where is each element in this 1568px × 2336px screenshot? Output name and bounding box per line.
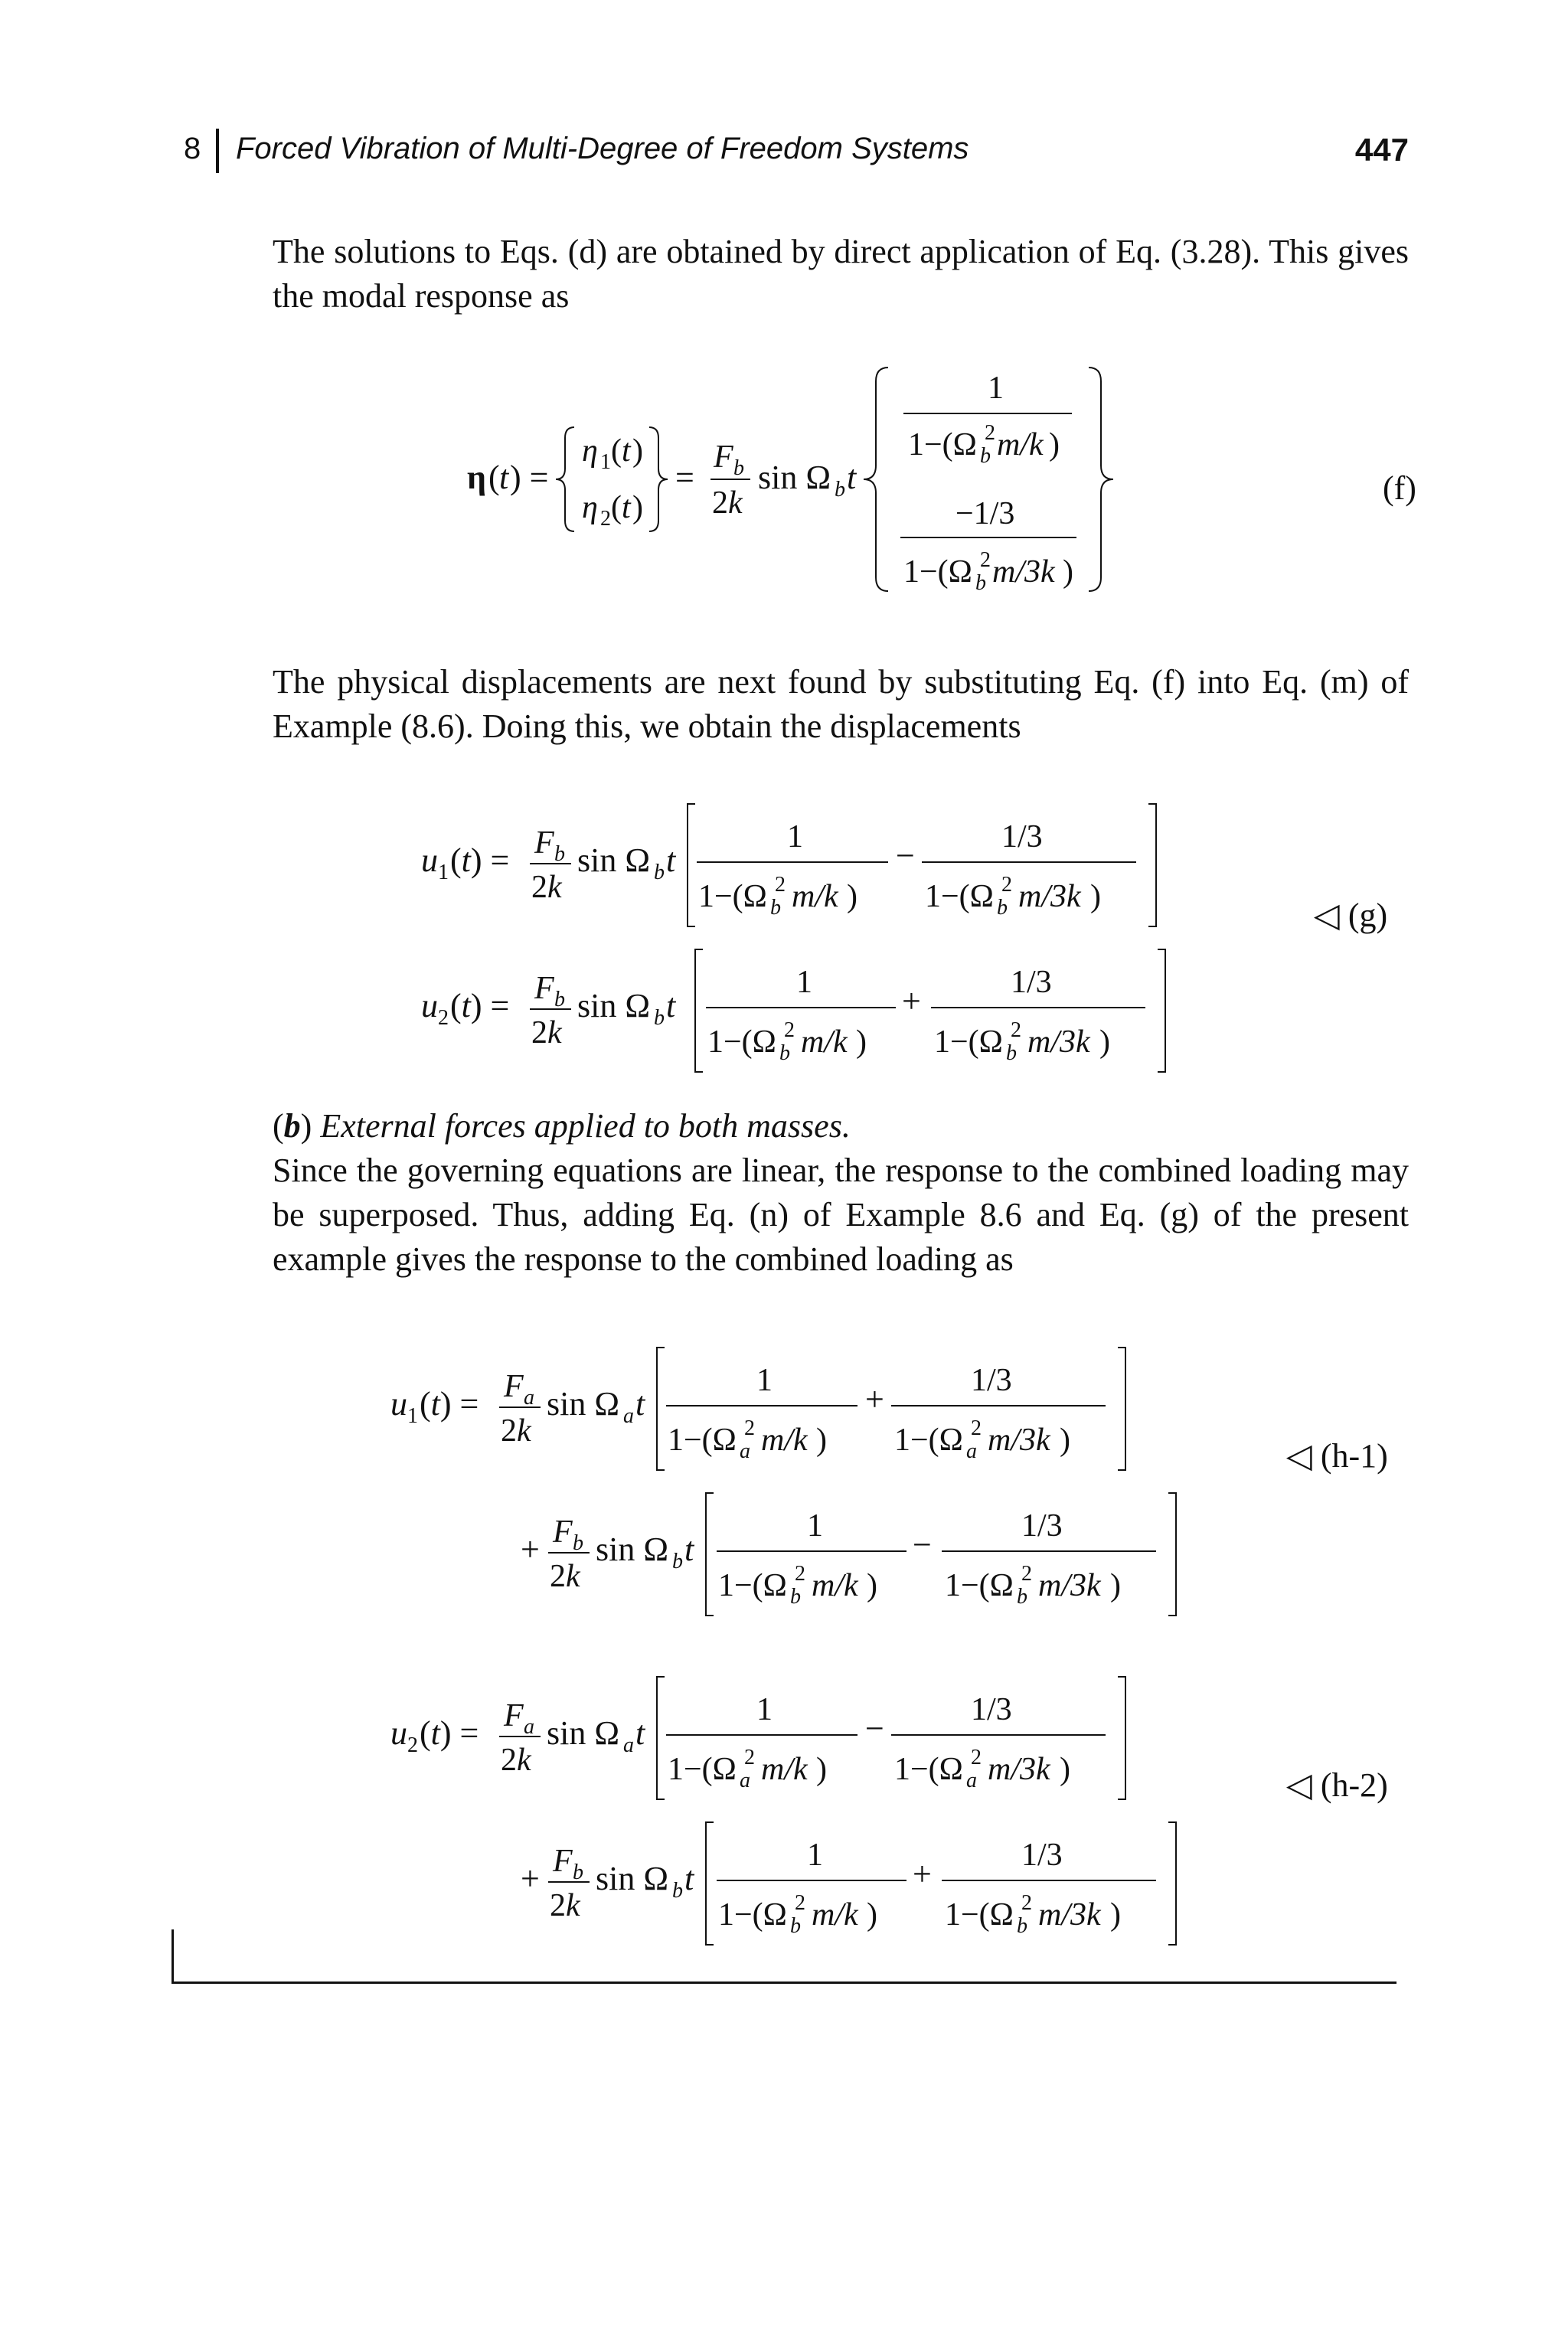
svg-text:t: t bbox=[666, 987, 676, 1024]
section-heading-text: External forces applied to both masses. bbox=[320, 1107, 851, 1145]
svg-text:a: a bbox=[623, 1733, 634, 1757]
svg-text:1−(Ω: 1−(Ω bbox=[668, 1752, 737, 1787]
svg-text:+: + bbox=[913, 1855, 932, 1893]
svg-text:): ) bbox=[632, 490, 643, 525]
svg-text:1: 1 bbox=[807, 1508, 823, 1544]
svg-text:): ) bbox=[1063, 554, 1073, 590]
equation-number-h1: ◁ (h-1) bbox=[1286, 1437, 1388, 1475]
svg-text:b: b bbox=[554, 842, 565, 866]
equation-f bbox=[459, 360, 1148, 605]
svg-text:m/3k: m/3k bbox=[1038, 1568, 1101, 1603]
svg-text:m/k: m/k bbox=[997, 427, 1044, 462]
svg-text:t: t bbox=[635, 1714, 645, 1752]
svg-text:2: 2 bbox=[784, 1018, 795, 1042]
svg-text:F: F bbox=[534, 971, 554, 1006]
svg-text:m/k: m/k bbox=[801, 1024, 848, 1060]
svg-text:b: b bbox=[980, 444, 991, 468]
svg-text:): ) bbox=[816, 1423, 827, 1458]
svg-text:a: a bbox=[623, 1404, 634, 1428]
svg-text:1: 1 bbox=[756, 1692, 773, 1727]
svg-text:m/k: m/k bbox=[761, 1752, 808, 1787]
svg-text:b: b bbox=[654, 861, 665, 884]
section-heading-b: (b) External forces applied to both masses. bbox=[273, 1107, 851, 1145]
svg-text:) =: ) = bbox=[510, 459, 549, 496]
svg-text:sin Ω: sin Ω bbox=[596, 1860, 669, 1897]
svg-text:b: b bbox=[1017, 1914, 1027, 1938]
svg-text:t: t bbox=[635, 1385, 645, 1423]
svg-text:η: η bbox=[582, 490, 598, 525]
svg-text:2k: 2k bbox=[550, 1888, 580, 1923]
paragraph-physical-displacements: The physical displacements are next found by substituting Eq. (f) into Eq. (m) of Example (8.6). Doing this, we obtain the displacements bbox=[273, 663, 1409, 745]
svg-text:2: 2 bbox=[985, 421, 995, 445]
chapter-title: Forced Vibration of Multi-Degree of Freedom Systems bbox=[236, 132, 969, 165]
svg-text:): ) bbox=[1110, 1897, 1121, 1933]
svg-text:1−(Ω: 1−(Ω bbox=[903, 554, 972, 590]
svg-text:1−(Ω: 1−(Ω bbox=[945, 1568, 1014, 1603]
svg-text:1: 1 bbox=[756, 1363, 773, 1398]
equation-number-f: (f) bbox=[1383, 469, 1416, 507]
svg-text:2: 2 bbox=[407, 1733, 418, 1757]
svg-text:): ) bbox=[867, 1897, 877, 1933]
svg-text:sin Ω: sin Ω bbox=[577, 987, 651, 1024]
svg-text:): ) bbox=[1060, 1752, 1070, 1787]
svg-text:u: u bbox=[421, 987, 438, 1024]
svg-text:): ) bbox=[867, 1568, 877, 1603]
svg-text:b: b bbox=[1017, 1585, 1027, 1609]
svg-text:2k: 2k bbox=[501, 1413, 531, 1449]
equation-h1 bbox=[383, 1325, 1210, 1631]
svg-text:F: F bbox=[504, 1369, 524, 1404]
svg-text:): ) bbox=[816, 1752, 827, 1787]
svg-text:m/3k: m/3k bbox=[992, 554, 1055, 590]
svg-text:b: b bbox=[654, 1006, 665, 1030]
svg-text:1−(Ω: 1−(Ω bbox=[945, 1897, 1014, 1933]
chapter-number: 8 bbox=[184, 132, 201, 165]
svg-text:2k: 2k bbox=[531, 1015, 562, 1050]
svg-text:b: b bbox=[790, 1585, 801, 1609]
svg-text:b: b bbox=[554, 988, 565, 1011]
svg-text:m/3k: m/3k bbox=[1038, 1897, 1101, 1933]
svg-text:b: b bbox=[997, 896, 1008, 920]
svg-text:a: a bbox=[524, 1386, 534, 1410]
svg-text:F: F bbox=[534, 825, 554, 861]
svg-text:): ) bbox=[632, 433, 643, 469]
svg-text:t: t bbox=[666, 841, 676, 879]
svg-text:): ) bbox=[1090, 879, 1101, 914]
svg-text:b: b bbox=[573, 1531, 583, 1555]
svg-text:sin Ω: sin Ω bbox=[577, 841, 651, 879]
svg-text:F: F bbox=[504, 1698, 524, 1733]
svg-text:t: t bbox=[499, 459, 509, 496]
svg-text:2: 2 bbox=[744, 1416, 755, 1440]
svg-text:2k: 2k bbox=[531, 870, 562, 905]
svg-text:2k: 2k bbox=[712, 485, 743, 521]
svg-text:): ) bbox=[1099, 1024, 1110, 1060]
svg-text:b: b bbox=[790, 1914, 801, 1938]
svg-text:1−(Ω: 1−(Ω bbox=[934, 1024, 1003, 1060]
svg-text:b: b bbox=[672, 1879, 683, 1903]
svg-text:1/3: 1/3 bbox=[1021, 1838, 1063, 1873]
equation-h2 bbox=[383, 1654, 1210, 1960]
svg-text:−: − bbox=[913, 1526, 932, 1563]
svg-text:sin Ω: sin Ω bbox=[596, 1531, 669, 1568]
svg-text:(t) =: (t) = bbox=[420, 1385, 479, 1423]
svg-text:+: + bbox=[902, 982, 921, 1020]
svg-text:2: 2 bbox=[600, 507, 611, 531]
svg-text:2: 2 bbox=[1021, 1562, 1032, 1586]
svg-text:η: η bbox=[582, 433, 598, 469]
svg-text:1−(Ω: 1−(Ω bbox=[718, 1897, 787, 1933]
page-number: 447 bbox=[1354, 132, 1409, 168]
svg-text:2k: 2k bbox=[501, 1743, 531, 1778]
svg-text:2: 2 bbox=[744, 1746, 755, 1769]
example-end-rule-vertical bbox=[172, 1929, 174, 1983]
svg-text:1−(Ω: 1−(Ω bbox=[894, 1752, 963, 1787]
svg-text:−: − bbox=[865, 1710, 884, 1747]
svg-text:F: F bbox=[553, 1514, 573, 1550]
svg-text:): ) bbox=[1110, 1568, 1121, 1603]
svg-text:m/k: m/k bbox=[761, 1423, 808, 1458]
svg-text:sin Ω: sin Ω bbox=[758, 459, 831, 496]
svg-text:b: b bbox=[1006, 1041, 1017, 1065]
svg-text:b: b bbox=[672, 1550, 683, 1573]
svg-text:u: u bbox=[390, 1385, 407, 1423]
svg-text:1−(Ω: 1−(Ω bbox=[894, 1423, 963, 1458]
svg-text:t: t bbox=[684, 1860, 694, 1897]
svg-text:(t) =: (t) = bbox=[450, 841, 510, 879]
svg-text:a: a bbox=[740, 1769, 750, 1792]
svg-text:a: a bbox=[966, 1439, 977, 1463]
svg-text:F: F bbox=[553, 1844, 573, 1879]
svg-text:1−(Ω: 1−(Ω bbox=[718, 1568, 787, 1603]
svg-text:1/3: 1/3 bbox=[1021, 1508, 1063, 1544]
svg-text:2: 2 bbox=[1001, 873, 1012, 897]
svg-text:+: + bbox=[521, 1860, 540, 1897]
svg-text:+: + bbox=[521, 1531, 540, 1568]
svg-text:u: u bbox=[390, 1714, 407, 1752]
svg-text:): ) bbox=[847, 879, 858, 914]
svg-text:1/3: 1/3 bbox=[1011, 965, 1052, 1000]
svg-text:t: t bbox=[622, 433, 631, 469]
svg-text:η: η bbox=[467, 459, 486, 496]
svg-text:t: t bbox=[847, 459, 857, 496]
svg-text:−: − bbox=[896, 837, 915, 874]
svg-text:+: + bbox=[865, 1380, 884, 1418]
header-divider bbox=[216, 129, 219, 173]
svg-text:t: t bbox=[684, 1531, 694, 1568]
svg-text:m/3k: m/3k bbox=[1018, 879, 1081, 914]
svg-text:1−(Ω: 1−(Ω bbox=[668, 1423, 737, 1458]
svg-text:t: t bbox=[622, 490, 631, 525]
svg-text:2: 2 bbox=[980, 548, 991, 572]
svg-text:1: 1 bbox=[407, 1404, 418, 1428]
svg-text:2: 2 bbox=[438, 1006, 449, 1030]
equation-number-g: ◁ (g) bbox=[1314, 897, 1388, 934]
svg-text:(: ( bbox=[611, 433, 622, 469]
svg-text:1/3: 1/3 bbox=[971, 1692, 1012, 1727]
svg-text:1: 1 bbox=[796, 965, 812, 1000]
svg-text:1: 1 bbox=[787, 819, 803, 854]
svg-text:1−(Ω: 1−(Ω bbox=[698, 879, 767, 914]
paragraph-superposition: Since the governing equations are linear, the response to the combined loading may be superposed. Thus, adding Eq. (n) of Example 8.6 and Eq. (g) of the present example gives the response to the combined loading as bbox=[273, 1152, 1409, 1278]
svg-text:1/3: 1/3 bbox=[971, 1363, 1012, 1398]
svg-text:(t) =: (t) = bbox=[420, 1714, 479, 1752]
svg-text:2: 2 bbox=[971, 1416, 982, 1440]
svg-text:2: 2 bbox=[1011, 1018, 1021, 1042]
svg-text:2: 2 bbox=[775, 873, 786, 897]
section-label: b bbox=[283, 1107, 301, 1145]
svg-text:sin Ω: sin Ω bbox=[547, 1714, 620, 1752]
svg-text:): ) bbox=[856, 1024, 867, 1060]
svg-text:m/3k: m/3k bbox=[988, 1423, 1050, 1458]
equation-g bbox=[413, 781, 1194, 1087]
svg-text:a: a bbox=[524, 1715, 534, 1739]
svg-text:1−(Ω: 1−(Ω bbox=[707, 1024, 776, 1060]
svg-text:b: b bbox=[770, 896, 781, 920]
svg-text:1−(Ω: 1−(Ω bbox=[908, 427, 977, 462]
svg-text:b: b bbox=[779, 1041, 790, 1065]
svg-text:1: 1 bbox=[600, 450, 611, 474]
svg-text:2k: 2k bbox=[550, 1559, 580, 1594]
svg-text:): ) bbox=[1049, 427, 1060, 462]
svg-text:m/3k: m/3k bbox=[1027, 1024, 1090, 1060]
svg-text:): ) bbox=[1060, 1423, 1070, 1458]
svg-text:a: a bbox=[740, 1439, 750, 1463]
svg-text:(: ( bbox=[488, 459, 500, 496]
svg-text:b: b bbox=[573, 1861, 583, 1884]
svg-text:m/k: m/k bbox=[812, 1568, 858, 1603]
svg-text:b: b bbox=[733, 456, 744, 480]
svg-text:b: b bbox=[835, 478, 845, 502]
svg-text:(t) =: (t) = bbox=[450, 987, 510, 1024]
svg-text:−1/3: −1/3 bbox=[956, 496, 1015, 531]
svg-text:m/k: m/k bbox=[792, 879, 838, 914]
svg-text:m/3k: m/3k bbox=[988, 1752, 1050, 1787]
svg-text:2: 2 bbox=[795, 1562, 805, 1586]
svg-text:1: 1 bbox=[807, 1838, 823, 1873]
svg-text:m/k: m/k bbox=[812, 1897, 858, 1933]
svg-text:sin Ω: sin Ω bbox=[547, 1385, 620, 1423]
svg-text:2: 2 bbox=[971, 1746, 982, 1769]
svg-text:1: 1 bbox=[438, 861, 449, 884]
svg-text:1−(Ω: 1−(Ω bbox=[925, 879, 994, 914]
svg-text:u: u bbox=[421, 841, 438, 879]
svg-text:b: b bbox=[975, 571, 986, 595]
svg-text:2: 2 bbox=[1021, 1891, 1032, 1915]
svg-text:1: 1 bbox=[988, 371, 1004, 406]
svg-text:(: ( bbox=[611, 490, 622, 525]
example-end-rule-horizontal bbox=[172, 1982, 1396, 1984]
svg-text:a: a bbox=[966, 1769, 977, 1792]
svg-text:1/3: 1/3 bbox=[1001, 819, 1043, 854]
svg-text:F: F bbox=[714, 439, 733, 475]
paragraph-modal-response: The solutions to Eqs. (d) are obtained by direct application of Eq. (3.28). This gives the modal response as bbox=[273, 233, 1409, 315]
svg-text:=: = bbox=[675, 459, 694, 496]
svg-text:2: 2 bbox=[795, 1891, 805, 1915]
equation-number-h2: ◁ (h-2) bbox=[1286, 1766, 1388, 1804]
